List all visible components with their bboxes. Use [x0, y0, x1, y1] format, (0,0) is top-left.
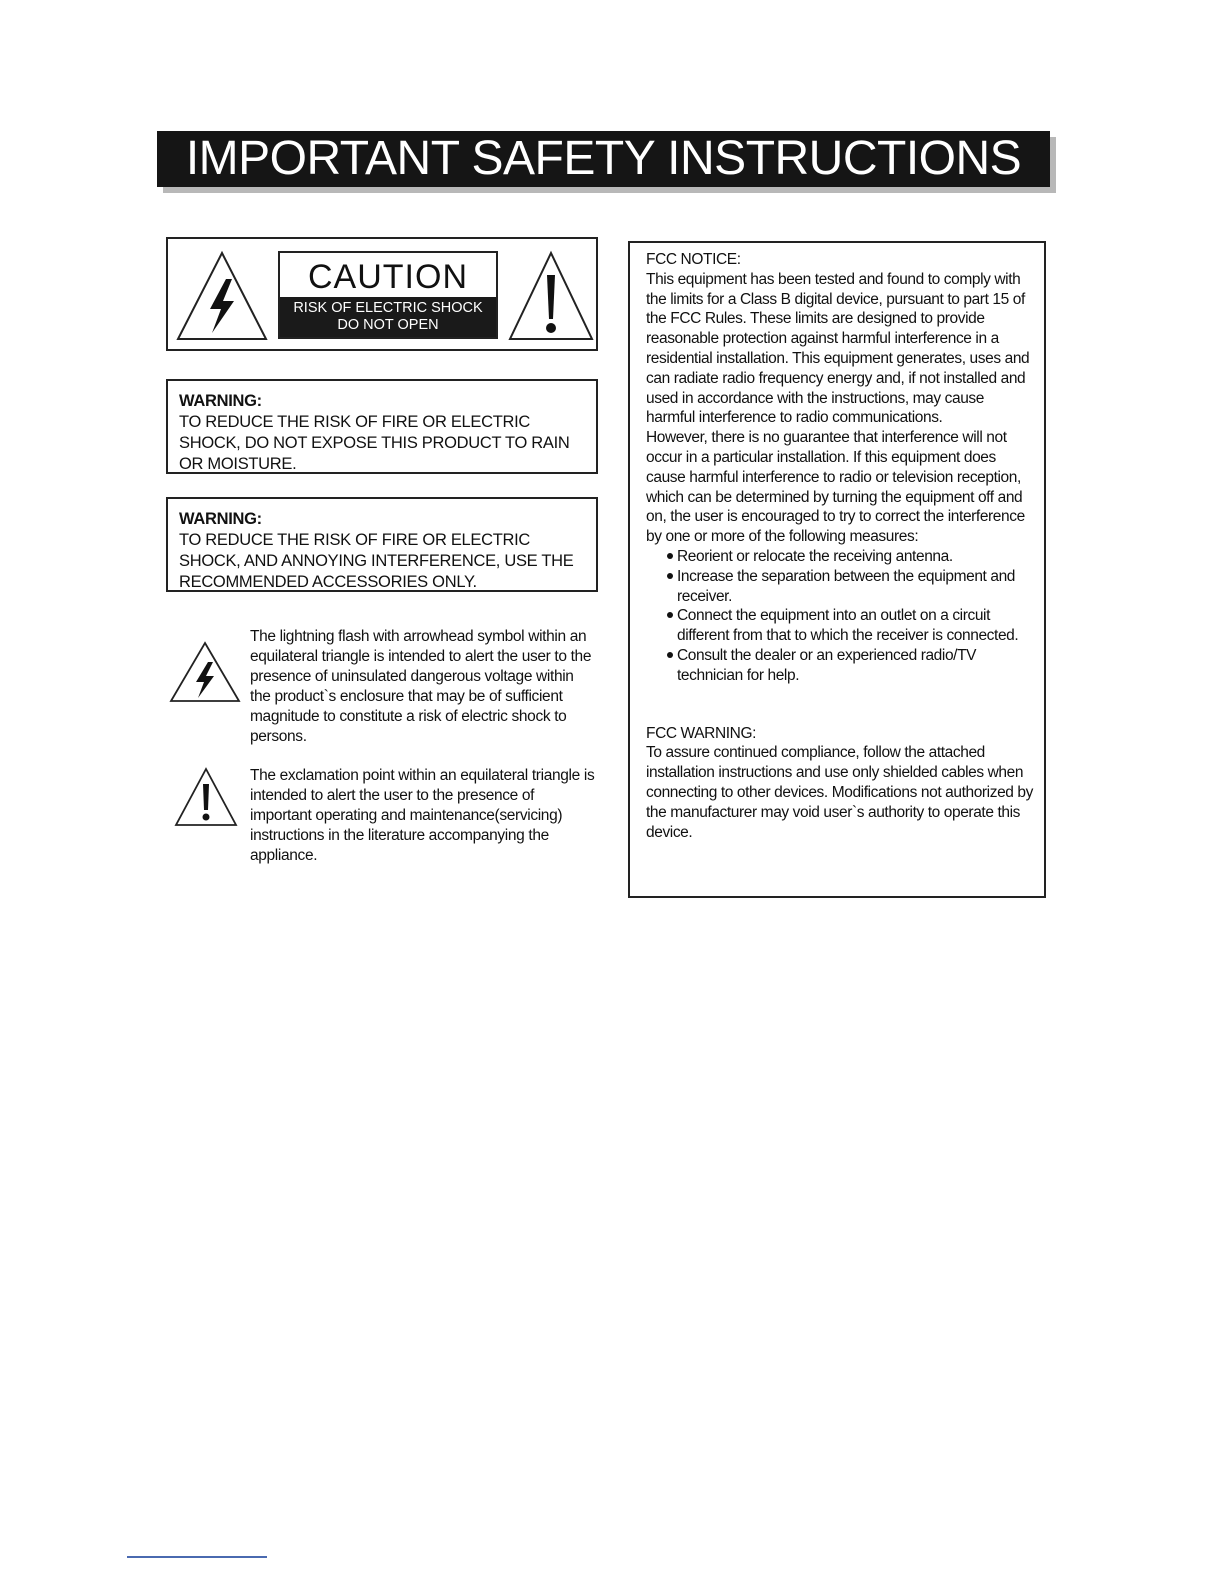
lightning-symbol-explanation: The lightning flash with arrowhead symbol within an equilateral triangle is intended to alert the user to the presence of uninsulated dangerous voltage within the product`s enclosure that may be of sufficient magnitude to constitute a risk of electric shock to persons. — [250, 628, 592, 745]
lightning-triangle-icon — [168, 640, 242, 704]
fcc-notice-paragraph-1: This equipment has been tested and found to comply with the limits for a Class B digital device, pursuant to part 15 of the FCC Rules. These limits are designed to provide reasonable protection against harmful interference in a residential installation. This equipment generates, uses and can radiate radio frequency energy and, if not installed and used in accordance with the instructions, may cause harmful interference to radio communications. — [646, 270, 1030, 427]
caution-line-2: DO NOT OPEN — [337, 317, 439, 333]
fcc-warning-heading: FCC WARNING: — [646, 724, 757, 742]
warning-text: TO REDUCE THE RISK OF FIRE OR ELECTRIC SHOCK, DO NOT EXPOSE THIS PRODUCT TO RAIN OR MOISTURE. — [179, 413, 570, 473]
fcc-notice-box — [628, 241, 1046, 898]
list-item: Increase the separation between the equipment and receiver. — [666, 567, 1036, 607]
warning-heading: WARNING: — [179, 392, 262, 410]
warning-box-rain — [166, 379, 598, 474]
list-item: Reorient or relocate the receiving antenna. — [666, 547, 1036, 567]
page-title: IMPORTANT SAFETY INSTRUCTIONS — [157, 131, 1050, 187]
lightning-triangle-icon — [174, 249, 270, 343]
fcc-measures-list — [646, 547, 1036, 686]
exclamation-triangle-icon — [506, 249, 596, 343]
exclamation-symbol-explanation: The exclamation point within an equilateral triangle is intended to alert the user to the presence of important operating and maintenance(servicing) instructions in the literature accompanying the appliance. — [250, 767, 595, 864]
fcc-notice-heading: FCC NOTICE: — [646, 251, 741, 268]
warning-text: TO REDUCE THE RISK OF FIRE OR ELECTRIC SHOCK, AND ANNOYING INTERFERENCE, USE THE RECOMMENDED ACCESSORIES ONLY. — [179, 531, 574, 591]
fcc-warning-text: To assure continued compliance, follow the attached installation instructions and use only shielded cables when connecting to other devices. Modifications not authorized by the manufacturer may void user`s authority to operate this device. — [646, 744, 1033, 841]
fcc-notice-paragraph-2: However, there is no guarantee that interference will not occur in a particular installation. If this equipment does cause harmful interference to radio or television reception, which can be determined by turning the equipment off and on, the user is encouraged to try to correct the interference by one or more of the following measures: — [646, 429, 1025, 546]
caution-line-1: RISK OF ELECTRIC SHOCK — [293, 300, 483, 316]
warning-box-accessories — [166, 497, 598, 592]
exclamation-triangle-icon — [173, 766, 239, 828]
caution-sign — [278, 251, 498, 339]
fcc-warning-section — [646, 724, 1036, 843]
caution-word: CAUTION — [308, 258, 468, 296]
caution-label — [166, 237, 598, 351]
warning-heading: WARNING: — [179, 510, 262, 528]
list-item: Consult the dealer or an experienced radio/TV technician for help. — [666, 646, 1036, 686]
list-item: Connect the equipment into an outlet on a circuit different from that to which the receiver is connected. — [666, 606, 1036, 646]
footer-rule — [127, 1556, 267, 1558]
caution-band — [280, 297, 496, 337]
